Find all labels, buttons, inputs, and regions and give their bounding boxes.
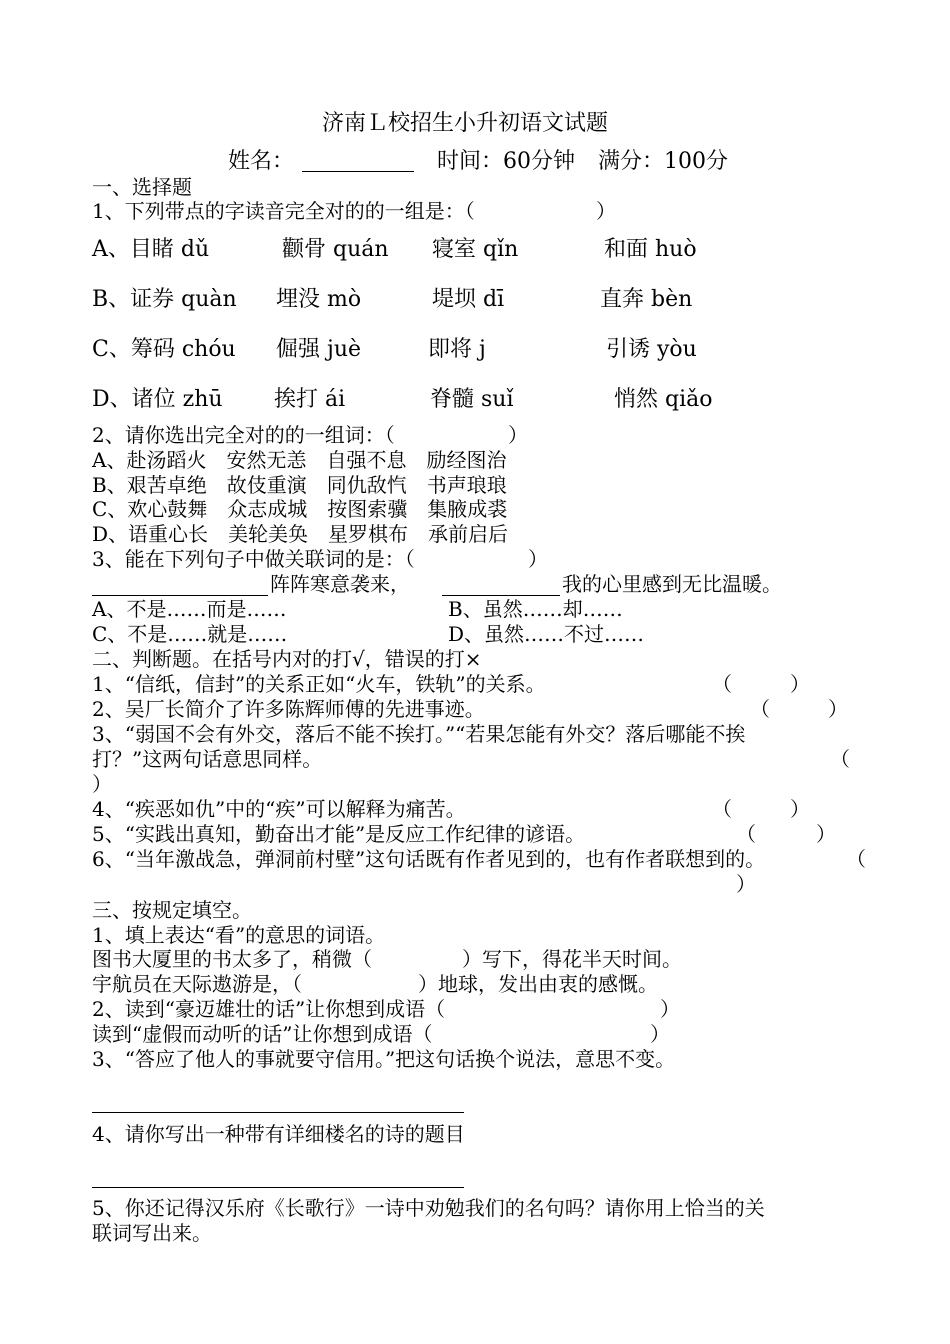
name-blank[interactable]	[302, 151, 414, 172]
name-label: 姓名：	[228, 149, 295, 174]
judge-item-3-line-2: 打？”这两句话意思同样。	[92, 747, 323, 771]
q1-option-c-3: 即将 j	[428, 337, 486, 362]
q1-option-d-4: 悄然 qiǎo	[614, 387, 713, 412]
q3-stem: 3、能在下列句子中做关联词的是：（	[92, 547, 415, 571]
fill-q2a: 2、读到“豪迈雄壮的话”让你想到成语（	[92, 997, 446, 1021]
judge-item-5-open-paren[interactable]: （	[736, 822, 756, 846]
fill-q5-line-2: 联词写出来。	[92, 1221, 212, 1245]
q1-option-c-4: 引诱 yòu	[606, 337, 697, 362]
judge-item-4-close-paren[interactable]: ）	[790, 797, 810, 821]
judge-item-2: 2、吴厂长简介了许多陈辉师傅的先进事迹。	[92, 697, 485, 721]
q1-stem: 1、下列带点的字读音完全对的的一组是：（	[92, 199, 475, 223]
q1-option-d-1: D、诸位 zhū	[92, 387, 223, 412]
judge-item-3-open-paren[interactable]: （	[830, 747, 850, 771]
fill-q4: 4、请你写出一种带有详细楼名的诗的题目	[92, 1122, 465, 1146]
fill-q1a-pre: 图书大厦里的书太多了，稍微（	[92, 947, 372, 971]
judge-item-6-open-paren[interactable]: （	[846, 847, 866, 871]
q1-option-b-3: 堤坝 dī	[432, 287, 505, 312]
page-title: 济南Ｌ校招生小升初语文试题	[322, 111, 609, 136]
judge-item-4: 4、“疾恶如仇”中的“疾”可以解释为痛苦。	[92, 797, 466, 821]
judge-item-4-open-paren[interactable]: （	[712, 797, 732, 821]
fill-q1b-pre: 宇航员在天际遨游是，（	[92, 972, 302, 996]
q1-option-a-2: 颧骨 quán	[282, 237, 389, 262]
fill-q5-line-1: 5、你还记得汉乐府《长歌行》一诗中劝勉我们的名句吗？请你用上恰当的关	[92, 1196, 765, 1220]
judge-item-5-close-paren[interactable]: ）	[816, 822, 836, 846]
q1-option-d-3: 脊髓 suǐ	[430, 387, 514, 412]
q1-option-c-1: C、筹码 chóu	[92, 337, 236, 362]
q2-option-b: B、艰苦卓绝 故伎重演 同仇敌忾 书声琅琅	[92, 473, 507, 497]
q1-option-b-4: 直奔 bèn	[600, 287, 693, 312]
fill-q2b: 读到“虚假而动听的话”让你想到成语（	[92, 1022, 433, 1046]
fill-q1a-post: ）写下，得花半天时间。	[462, 947, 682, 971]
q3-option-d: D、虽然……不过……	[448, 622, 645, 646]
judge-item-3-line-1: 3、“弱国不会有外交，落后不能不挨打。”“若果怎能有外交？落后哪能不挨	[92, 722, 746, 746]
section-2-heading: 二、判断题。在括号内对的打√，错误的打×	[92, 647, 482, 671]
fill-q4-answer-line[interactable]	[92, 1187, 464, 1188]
judge-item-2-close-paren[interactable]: ）	[828, 697, 848, 721]
q1-option-a-3: 寝室 qǐn	[432, 237, 519, 262]
q3-sentence-a: 阵阵寒意袭来，	[270, 572, 410, 596]
judge-item-5: 5、“实践出真知，勤奋出才能”是反应工作纪律的谚语。	[92, 822, 586, 846]
q3-option-b: B、虽然……却……	[448, 597, 623, 621]
q2-option-d: D、语重心长 美轮美奂 星罗棋布 承前启后	[92, 522, 509, 546]
fill-q1b-post: ）地球，发出由衷的感慨。	[418, 972, 658, 996]
section-1-heading: 一、选择题	[92, 175, 192, 199]
judge-item-6-close-paren[interactable]: ）	[736, 872, 756, 896]
q3-option-a: A、不是……而是……	[92, 597, 287, 621]
fill-q2a-close-paren[interactable]: ）	[660, 997, 680, 1021]
q1-option-b-1: B、证券 quàn	[92, 287, 237, 312]
time-label: 时间：60分钟	[437, 149, 575, 174]
q1-option-d-2: 挨打 ái	[274, 387, 346, 412]
judge-item-1-open-paren[interactable]: （	[712, 672, 732, 696]
fill-q1-stem: 1、填上表达“看”的意思的词语。	[92, 923, 386, 947]
q1-close-paren[interactable]: ）	[596, 199, 616, 223]
q2-close-paren[interactable]: ）	[508, 423, 528, 447]
section-3-heading: 三、按规定填空。	[92, 898, 252, 922]
judge-item-1-close-paren[interactable]: ）	[790, 672, 810, 696]
judge-item-3-close-paren[interactable]: ）	[92, 772, 112, 796]
q3-option-c: C、不是……就是……	[92, 622, 288, 646]
judge-item-2-open-paren[interactable]: （	[750, 697, 770, 721]
judge-item-6: 6、“当年激战急，弹洞前村壁”这句话既有作者见到的，也有作者联想到的。	[92, 847, 766, 871]
q3-sentence-b: 我的心里感到无比温暖。	[562, 572, 782, 596]
q2-stem: 2、请你选出完全对的的一组词：（	[92, 423, 395, 447]
q1-option-b-2: 埋没 mò	[276, 287, 362, 312]
fill-q3: 3、“答应了他人的事就要守信用。”把这句话换个说法，意思不变。	[92, 1047, 676, 1071]
q2-option-c: C、欢心鼓舞 众志成城 按图索骥 集腋成裘	[92, 497, 508, 521]
fill-q3-answer-line[interactable]	[92, 1112, 464, 1113]
q3-blank-1[interactable]	[92, 575, 268, 596]
q3-blank-2[interactable]	[442, 575, 560, 596]
q3-close-paren[interactable]: ）	[528, 547, 548, 571]
judge-item-1: 1、“信纸，信封”的关系正如“火车，铁轨”的关系。	[92, 672, 546, 696]
q1-option-a-1: A、目睹 dǔ	[92, 237, 210, 262]
fill-q2b-close-paren[interactable]: ）	[650, 1022, 670, 1046]
q1-option-a-4: 和面 huò	[604, 237, 697, 262]
q2-option-a: A、赴汤蹈火 安然无恙 自强不息 励经图治	[92, 448, 507, 472]
q1-option-c-2: 倔强 juè	[276, 337, 362, 362]
score-label: 满分：100分	[598, 149, 728, 174]
